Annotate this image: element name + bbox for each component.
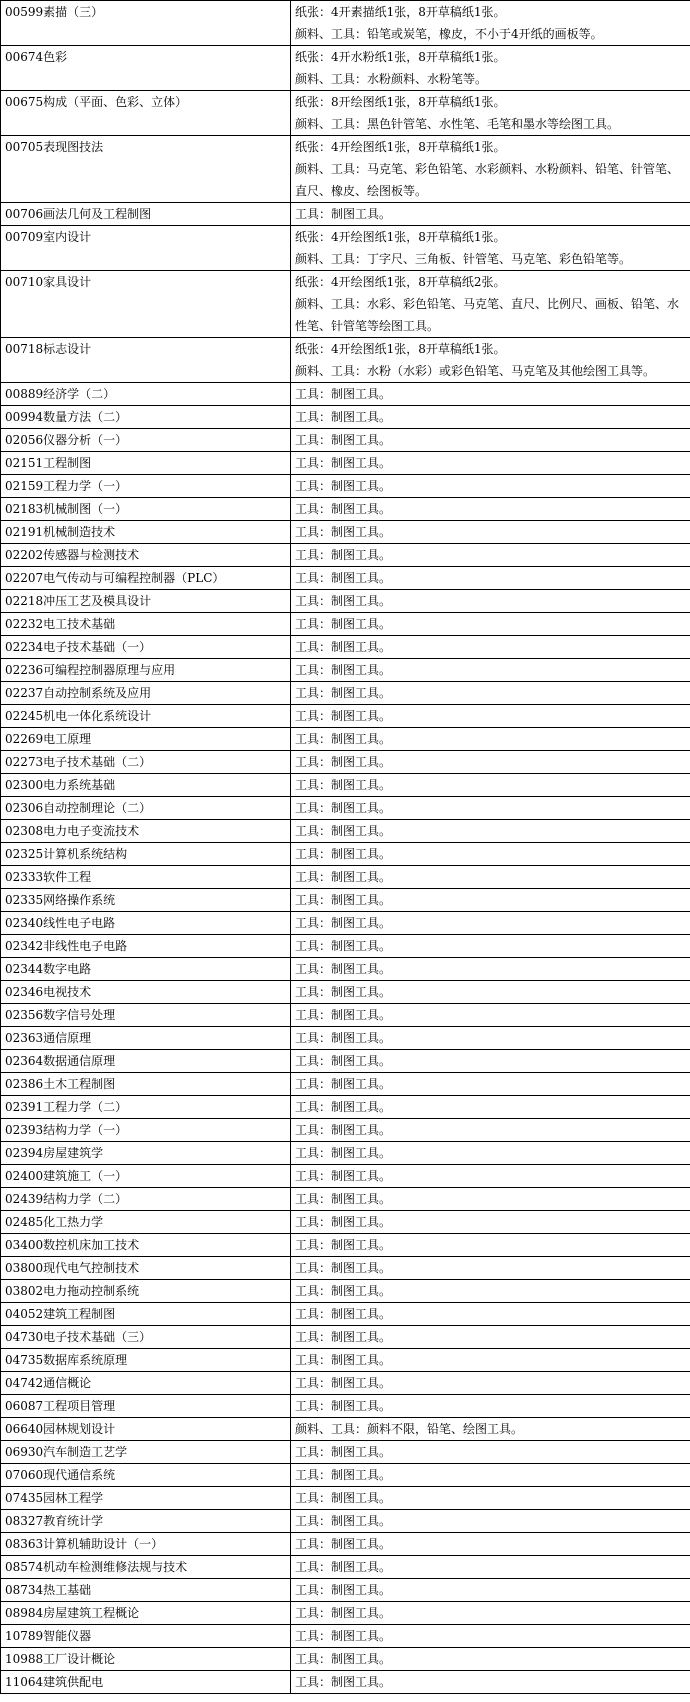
requirement-line: 工具：制图工具。 <box>295 1284 392 1298</box>
requirement-line: 工具：制图工具。 <box>295 1537 392 1551</box>
requirement-cell <box>291 636 690 659</box>
requirement-cell <box>291 1602 690 1625</box>
table-row <box>1 1027 690 1050</box>
table-row <box>1 1418 690 1441</box>
requirement-cell <box>291 1004 690 1027</box>
requirement-cell <box>291 1165 690 1188</box>
requirement-cell <box>291 820 690 843</box>
table-row <box>1 1648 690 1671</box>
requirement-line: 工具：制图工具。 <box>295 456 392 470</box>
table-row <box>1 613 690 636</box>
table-row <box>1 1579 690 1602</box>
table-row <box>1 820 690 843</box>
course-cell: 08574机动车检测维修法规与技术 <box>1 1556 291 1579</box>
course-cell: 02234电子技术基础（一） <box>1 636 291 659</box>
requirement-line: 工具：制图工具。 <box>295 1514 392 1528</box>
requirement-cell <box>291 889 690 912</box>
requirement-cell <box>291 91 690 136</box>
requirement-cell <box>291 1027 690 1050</box>
table-row <box>1 1188 690 1211</box>
requirement-cell <box>291 1556 690 1579</box>
course-cell: 02325计算机系统结构 <box>1 843 291 866</box>
requirement-cell <box>291 797 690 820</box>
requirement-cell <box>291 1211 690 1234</box>
course-cell: 00889经济学（二） <box>1 383 291 406</box>
course-cell: 02269电工原理 <box>1 728 291 751</box>
requirement-cell <box>291 958 690 981</box>
course-cell: 03800现代电气控制技术 <box>1 1257 291 1280</box>
course-cell: 02363通信原理 <box>1 1027 291 1050</box>
requirement-line: 工具：制图工具。 <box>295 1330 392 1344</box>
requirement-cell <box>291 1119 690 1142</box>
table-row <box>1 1441 690 1464</box>
course-cell: 10988工厂设计概论 <box>1 1648 291 1671</box>
course-cell: 00705表现图技法 <box>1 136 291 203</box>
requirement-line: 工具：制图工具。 <box>295 387 392 401</box>
table-row <box>1 1671 690 1694</box>
course-cell: 04052建筑工程制图 <box>1 1303 291 1326</box>
course-cell: 02056仪器分析（一） <box>1 429 291 452</box>
table-row <box>1 1510 690 1533</box>
requirement-line: 工具：制图工具。 <box>295 1353 392 1367</box>
table-row <box>1 866 690 889</box>
requirement-line: 工具：制图工具。 <box>295 1261 392 1275</box>
requirement-cell <box>291 226 690 271</box>
requirement-cell <box>291 271 690 338</box>
requirement-line: 工具：制图工具。 <box>295 1652 392 1666</box>
requirement-line: 工具：制图工具。 <box>295 1307 392 1321</box>
requirement-cell <box>291 406 690 429</box>
course-cell: 10789智能仪器 <box>1 1625 291 1648</box>
requirement-cell <box>291 866 690 889</box>
course-cell: 02485化工热力学 <box>1 1211 291 1234</box>
requirement-line: 工具：制图工具。 <box>295 1376 392 1390</box>
table-row <box>1 751 690 774</box>
requirement-line: 工具：制图工具。 <box>295 824 392 838</box>
requirement-line: 工具：制图工具。 <box>295 1008 392 1022</box>
table-row <box>1 705 690 728</box>
table-row <box>1 774 690 797</box>
course-cell: 02218冲压工艺及模具设计 <box>1 590 291 613</box>
course-cell: 07060现代通信系统 <box>1 1464 291 1487</box>
requirement-cell <box>291 659 690 682</box>
course-cell: 00710家具设计 <box>1 271 291 338</box>
requirement-cell <box>291 590 690 613</box>
requirement-line: 工具：制图工具。 <box>295 525 392 539</box>
table-row <box>1 682 690 705</box>
requirement-line: 工具：制图工具。 <box>295 962 392 976</box>
course-cell: 06087工程项目管理 <box>1 1395 291 1418</box>
requirement-line: 纸张：4开素描纸1张，8开草稿纸1张。 <box>295 5 506 19</box>
table-row <box>1 338 690 383</box>
table-row <box>1 544 690 567</box>
requirement-line: 工具：制图工具。 <box>295 1054 392 1068</box>
requirement-line: 颜料、工具：铅笔或炭笔，橡皮，不小于4开纸的画板等。 <box>295 27 603 41</box>
requirement-line: 工具：制图工具。 <box>295 847 392 861</box>
course-cell: 11064建筑供配电 <box>1 1671 291 1694</box>
requirement-line: 工具：制图工具。 <box>295 686 392 700</box>
requirement-line: 工具：制图工具。 <box>295 1100 392 1114</box>
requirement-line: 颜料、工具：水粉颜料、水粉笔等。 <box>295 72 488 86</box>
requirement-cell <box>291 1257 690 1280</box>
course-cell: 00599素描（三） <box>1 1 291 46</box>
requirement-line: 纸张：4开绘图纸1张，8开草稿纸1张。 <box>295 342 506 356</box>
requirement-line: 工具：制图工具。 <box>295 1468 392 1482</box>
requirement-line: 纸张：4开绘图纸1张，8开草稿纸2张。 <box>295 275 506 289</box>
requirement-line: 工具：制图工具。 <box>295 1399 392 1413</box>
table-row <box>1 498 690 521</box>
course-cell: 02386土木工程制图 <box>1 1073 291 1096</box>
requirement-line: 工具：制图工具。 <box>295 985 392 999</box>
requirement-line: 纸张：4开水粉纸1张，8开草稿纸1张。 <box>295 50 506 64</box>
requirement-cell <box>291 136 690 203</box>
course-cell: 03400数控机床加工技术 <box>1 1234 291 1257</box>
table-row <box>1 590 690 613</box>
requirement-line: 工具：制图工具。 <box>295 1238 392 1252</box>
table-row <box>1 636 690 659</box>
requirement-line: 颜料、工具：丁字尺、三角板、针管笔、马克笔、彩色铅笔等。 <box>295 252 632 266</box>
requirement-line: 工具：制图工具。 <box>295 1146 392 1160</box>
requirement-line: 工具：制图工具。 <box>295 410 392 424</box>
requirement-cell <box>291 1579 690 1602</box>
requirement-cell <box>291 1487 690 1510</box>
requirement-cell <box>291 475 690 498</box>
course-cell: 00706画法几何及工程制图 <box>1 203 291 226</box>
requirement-cell <box>291 682 690 705</box>
table-row <box>1 1464 690 1487</box>
requirement-line: 工具：制图工具。 <box>295 1169 392 1183</box>
course-cell: 02333软件工程 <box>1 866 291 889</box>
requirement-cell <box>291 1441 690 1464</box>
requirement-line: 工具：制图工具。 <box>295 1675 392 1689</box>
requirement-line: 工具：制图工具。 <box>295 1606 392 1620</box>
table-row <box>1 1257 690 1280</box>
table-row <box>1 958 690 981</box>
requirement-cell <box>291 429 690 452</box>
requirement-line: 工具：制图工具。 <box>295 479 392 493</box>
requirement-cell <box>291 1188 690 1211</box>
course-cell: 08363计算机辅助设计（一） <box>1 1533 291 1556</box>
requirement-line: 工具：制图工具。 <box>295 870 392 884</box>
requirement-line: 工具：制图工具。 <box>295 801 392 815</box>
requirement-cell <box>291 751 690 774</box>
table-row <box>1 203 690 226</box>
requirement-line: 工具：制图工具。 <box>295 1215 392 1229</box>
table-row <box>1 1533 690 1556</box>
table-row <box>1 383 690 406</box>
requirement-line: 颜料、工具：颜料不限，铅笔、绘图工具。 <box>295 1422 524 1436</box>
requirement-line: 纸张：4开绘图纸1张，8开草稿纸1张。 <box>295 230 506 244</box>
table-row <box>1 475 690 498</box>
course-cell: 08984房屋建筑工程概论 <box>1 1602 291 1625</box>
table-row <box>1 1234 690 1257</box>
requirement-line: 工具：制图工具。 <box>295 1445 392 1459</box>
table-row <box>1 91 690 136</box>
requirement-line: 工具：制图工具。 <box>295 709 392 723</box>
table-row <box>1 889 690 912</box>
course-cell: 02340线性电子电路 <box>1 912 291 935</box>
requirement-cell <box>291 544 690 567</box>
course-cell: 00675构成（平面、色彩、立体） <box>1 91 291 136</box>
requirement-cell <box>291 981 690 1004</box>
requirement-cell <box>291 1303 690 1326</box>
table-row <box>1 843 690 866</box>
requirement-cell <box>291 338 690 383</box>
requirement-cell <box>291 567 690 590</box>
table-row <box>1 1556 690 1579</box>
course-cell: 02344数字电路 <box>1 958 291 981</box>
table-row <box>1 46 690 91</box>
requirement-cell <box>291 1372 690 1395</box>
table-row <box>1 1303 690 1326</box>
requirement-cell <box>291 1096 690 1119</box>
table-row <box>1 981 690 1004</box>
requirement-line: 纸张：4开绘图纸1张，8开草稿纸1张。 <box>295 140 506 154</box>
table-row <box>1 406 690 429</box>
table-row <box>1 1487 690 1510</box>
requirement-cell <box>291 1326 690 1349</box>
requirement-line: 工具：制图工具。 <box>295 594 392 608</box>
requirement-line: 工具：制图工具。 <box>295 571 392 585</box>
table-row <box>1 271 690 338</box>
course-cell: 02273电子技术基础（二） <box>1 751 291 774</box>
table-row <box>1 1625 690 1648</box>
course-cell: 02308电力电子变流技术 <box>1 820 291 843</box>
course-cell: 02202传感器与检测技术 <box>1 544 291 567</box>
course-cell: 02391工程力学（二） <box>1 1096 291 1119</box>
requirement-cell <box>291 843 690 866</box>
course-cell: 02232电工技术基础 <box>1 613 291 636</box>
course-cell: 02151工程制图 <box>1 452 291 475</box>
course-cell: 02191机械制造技术 <box>1 521 291 544</box>
course-cell: 02183机械制图（一） <box>1 498 291 521</box>
requirement-cell <box>291 613 690 636</box>
requirement-cell <box>291 1418 690 1441</box>
course-cell: 00674色彩 <box>1 46 291 91</box>
requirement-line: 颜料、工具：马克笔、彩色铅笔、水彩颜料、水粉颜料、铅笔、针管笔、直尺、橡皮、绘图板等。 <box>295 162 680 198</box>
course-cell: 02394房屋建筑学 <box>1 1142 291 1165</box>
course-cell: 02159工程力学（一） <box>1 475 291 498</box>
requirement-line: 工具：制图工具。 <box>295 778 392 792</box>
requirement-cell <box>291 774 690 797</box>
requirement-line: 工具：制图工具。 <box>295 1077 392 1091</box>
course-cell: 00994数量方法（二） <box>1 406 291 429</box>
course-cell: 02236可编程控制器原理与应用 <box>1 659 291 682</box>
table-row <box>1 935 690 958</box>
table-row <box>1 1004 690 1027</box>
table-row <box>1 659 690 682</box>
requirement-cell <box>291 521 690 544</box>
requirement-cell <box>291 1533 690 1556</box>
table-row <box>1 912 690 935</box>
requirement-line: 工具：制图工具。 <box>295 916 392 930</box>
requirement-cell <box>291 912 690 935</box>
table-row <box>1 1211 690 1234</box>
requirement-cell <box>291 1464 690 1487</box>
table-row <box>1 1 690 46</box>
course-cell: 00718标志设计 <box>1 338 291 383</box>
requirement-cell <box>291 1510 690 1533</box>
course-cell: 02207电气传动与可编程控制器（PLC） <box>1 567 291 590</box>
course-cell: 03802电力拖动控制系统 <box>1 1280 291 1303</box>
course-cell: 02356数字信号处理 <box>1 1004 291 1027</box>
requirement-line: 工具：制图工具。 <box>295 939 392 953</box>
course-cell: 02237自动控制系统及应用 <box>1 682 291 705</box>
course-cell: 06930汽车制造工艺学 <box>1 1441 291 1464</box>
requirement-cell <box>291 1073 690 1096</box>
table-row <box>1 1096 690 1119</box>
table-row <box>1 567 690 590</box>
requirement-line: 工具：制图工具。 <box>295 1491 392 1505</box>
requirement-line: 工具：制图工具。 <box>295 433 392 447</box>
course-cell: 04730电子技术基础（三） <box>1 1326 291 1349</box>
course-cell: 02306自动控制理论（二） <box>1 797 291 820</box>
course-cell: 04742通信概论 <box>1 1372 291 1395</box>
requirement-cell <box>291 1 690 46</box>
requirement-cell <box>291 1671 690 1694</box>
table-row <box>1 1280 690 1303</box>
table-row <box>1 521 690 544</box>
requirement-line: 纸张：8开绘图纸1张，8开草稿纸1张。 <box>295 95 506 109</box>
requirement-line: 工具：制图工具。 <box>295 755 392 769</box>
course-cell: 02342非线性电子电路 <box>1 935 291 958</box>
table-row <box>1 1050 690 1073</box>
requirement-cell <box>291 1050 690 1073</box>
requirement-line: 工具：制图工具。 <box>295 1031 392 1045</box>
requirement-line: 工具：制图工具。 <box>295 663 392 677</box>
requirement-cell <box>291 1234 690 1257</box>
table-row <box>1 797 690 820</box>
requirement-cell <box>291 705 690 728</box>
requirement-cell <box>291 1625 690 1648</box>
course-cell: 02393结构力学（一） <box>1 1119 291 1142</box>
table-row <box>1 429 690 452</box>
requirement-cell <box>291 1142 690 1165</box>
requirement-line: 工具：制图工具。 <box>295 1629 392 1643</box>
requirement-cell <box>291 728 690 751</box>
table-row <box>1 226 690 271</box>
requirement-cell <box>291 1349 690 1372</box>
course-cell: 08734热工基础 <box>1 1579 291 1602</box>
table-row <box>1 1602 690 1625</box>
course-cell: 02400建筑施工（一） <box>1 1165 291 1188</box>
course-cell: 08327教育统计学 <box>1 1510 291 1533</box>
table-row <box>1 1372 690 1395</box>
requirement-line: 工具：制图工具。 <box>295 640 392 654</box>
table-row <box>1 1165 690 1188</box>
requirement-cell <box>291 1395 690 1418</box>
table-row <box>1 1073 690 1096</box>
course-cell: 02245机电一体化系统设计 <box>1 705 291 728</box>
course-cell: 02300电力系统基础 <box>1 774 291 797</box>
requirement-line: 工具：制图工具。 <box>295 548 392 562</box>
requirement-line: 工具：制图工具。 <box>295 502 392 516</box>
requirement-line: 工具：制图工具。 <box>295 893 392 907</box>
table-body <box>1 1 690 1694</box>
table-row <box>1 728 690 751</box>
course-cell: 00709室内设计 <box>1 226 291 271</box>
table-row <box>1 1349 690 1372</box>
requirement-cell <box>291 1280 690 1303</box>
requirement-line: 工具：制图工具。 <box>295 1560 392 1574</box>
course-cell: 07435园林工程学 <box>1 1487 291 1510</box>
requirement-line: 颜料、工具：水彩、彩色铅笔、马克笔、直尺、比例尺、画板、铅笔、水性笔、针管笔等绘图工具。 <box>295 297 680 333</box>
requirement-line: 工具：制图工具。 <box>295 1583 392 1597</box>
course-cell: 02346电视技术 <box>1 981 291 1004</box>
requirement-line: 颜料、工具：黑色针管笔、水性笔、毛笔和墨水等绘图工具。 <box>295 117 620 131</box>
course-cell: 02335网络操作系统 <box>1 889 291 912</box>
requirement-cell <box>291 46 690 91</box>
table-row <box>1 452 690 475</box>
course-cell: 06640园林规划设计 <box>1 1418 291 1441</box>
requirement-line: 工具：制图工具。 <box>295 1192 392 1206</box>
table-row <box>1 1326 690 1349</box>
course-cell: 04735数据库系统原理 <box>1 1349 291 1372</box>
requirement-line: 工具：制图工具。 <box>295 1123 392 1137</box>
requirement-line: 工具：制图工具。 <box>295 617 392 631</box>
requirement-cell <box>291 498 690 521</box>
table-row <box>1 1395 690 1418</box>
requirement-cell <box>291 452 690 475</box>
requirement-cell <box>291 1648 690 1671</box>
course-cell: 02439结构力学（二） <box>1 1188 291 1211</box>
requirement-line: 颜料、工具：水粉（水彩）或彩色铅笔、马克笔及其他绘图工具等。 <box>295 364 656 378</box>
requirement-cell <box>291 935 690 958</box>
requirement-line: 工具：制图工具。 <box>295 207 392 221</box>
table-row <box>1 1119 690 1142</box>
requirement-line: 工具：制图工具。 <box>295 732 392 746</box>
course-cell: 02364数据通信原理 <box>1 1050 291 1073</box>
table-row <box>1 1142 690 1165</box>
requirement-cell <box>291 383 690 406</box>
requirement-cell <box>291 203 690 226</box>
table-row <box>1 136 690 203</box>
